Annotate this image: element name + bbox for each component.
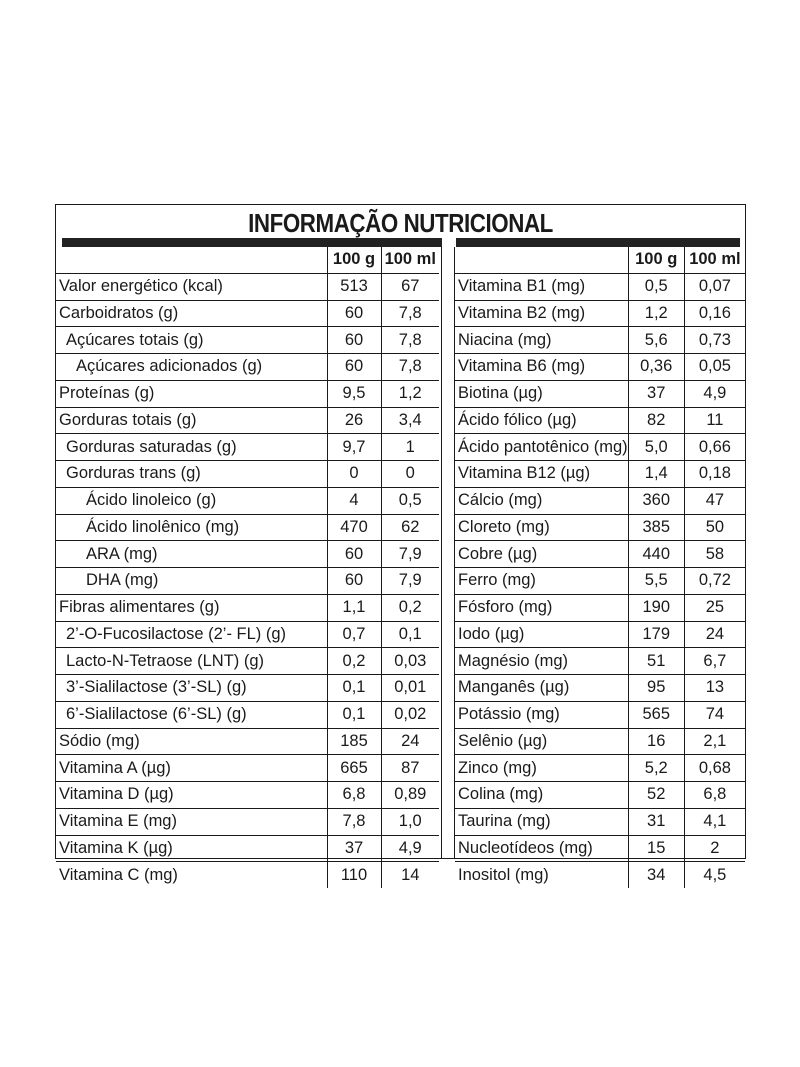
nutrient-name: Iodo (µg)	[455, 621, 628, 648]
table-row	[56, 380, 439, 407]
table-row	[455, 594, 745, 621]
value-100ml: 47	[684, 487, 745, 514]
table-row	[56, 594, 439, 621]
nutrient-name: Nucleotídeos (mg)	[455, 835, 628, 862]
nutrient-name: Vitamina B12 (µg)	[455, 461, 628, 488]
table-row	[56, 407, 439, 434]
value-100g: 6,8	[327, 782, 381, 809]
table-row	[455, 434, 745, 461]
title-rule-left	[62, 238, 442, 247]
nutrient-name: Vitamina C (mg)	[56, 862, 327, 888]
nutrient-name: Vitamina E (mg)	[56, 808, 327, 835]
value-100g: 15	[628, 835, 684, 862]
value-100ml: 0,68	[684, 755, 745, 782]
nutrient-name: 2’-O-Fucosilactose (2’- FL) (g)	[56, 621, 327, 648]
table-row	[56, 514, 439, 541]
table-row	[56, 862, 439, 888]
table-row	[455, 835, 745, 862]
table-header-row	[455, 247, 745, 273]
value-100g: 9,5	[327, 380, 381, 407]
value-100g: 60	[327, 300, 381, 327]
value-100g: 0,2	[327, 648, 381, 675]
value-100ml: 0,03	[381, 648, 439, 675]
table-row	[455, 461, 745, 488]
table-row	[56, 728, 439, 755]
panel-title: INFORMAÇÃO NUTRICIONAL	[248, 208, 553, 238]
value-100ml: 67	[381, 273, 439, 300]
value-100ml: 25	[684, 594, 745, 621]
value-100ml: 0,1	[381, 621, 439, 648]
value-100ml: 74	[684, 701, 745, 728]
table-row	[455, 380, 745, 407]
value-100g: 34	[628, 862, 684, 888]
nutrient-name: Valor energético (kcal)	[56, 273, 327, 300]
nutrient-name: Cálcio (mg)	[455, 487, 628, 514]
value-100g: 5,2	[628, 755, 684, 782]
nutrient-name: Ácido linolênico (mg)	[56, 514, 327, 541]
nutrient-name: Inositol (mg)	[455, 862, 628, 888]
value-100ml: 0,18	[684, 461, 745, 488]
nutrient-name: Ácido pantotênico (mg)	[455, 434, 628, 461]
nutrient-name: 3’-Sialilactose (3’-SL) (g)	[56, 675, 327, 702]
table-row	[455, 755, 745, 782]
value-100ml: 0,5	[381, 487, 439, 514]
table-row	[56, 461, 439, 488]
value-100ml: 0,05	[684, 354, 745, 381]
value-100ml: 4,9	[381, 835, 439, 862]
table-row	[56, 782, 439, 809]
table-row	[455, 862, 745, 888]
table-row	[455, 701, 745, 728]
nutrient-name: Vitamina D (µg)	[56, 782, 327, 809]
value-100g: 82	[628, 407, 684, 434]
table-row	[455, 354, 745, 381]
value-100g: 0,1	[327, 675, 381, 702]
value-100ml: 11	[684, 407, 745, 434]
nutrient-name: Sódio (mg)	[56, 728, 327, 755]
nutrient-name: Manganês (µg)	[455, 675, 628, 702]
table-row	[56, 808, 439, 835]
table-row	[455, 568, 745, 595]
table-row	[56, 568, 439, 595]
table-row	[56, 675, 439, 702]
nutrient-name: 6’-Sialilactose (6’-SL) (g)	[56, 701, 327, 728]
value-100g: 179	[628, 621, 684, 648]
value-100g: 185	[327, 728, 381, 755]
nutrient-name: Proteínas (g)	[56, 380, 327, 407]
value-100ml: 0,72	[684, 568, 745, 595]
nutrient-name: Zinco (mg)	[455, 755, 628, 782]
table-row	[455, 782, 745, 809]
value-100ml: 24	[684, 621, 745, 648]
value-100ml: 7,9	[381, 568, 439, 595]
value-100g: 470	[327, 514, 381, 541]
nutrient-name: Ferro (mg)	[455, 568, 628, 595]
value-100ml: 0	[381, 461, 439, 488]
nutrient-name: Fibras alimentares (g)	[56, 594, 327, 621]
nutrient-name: DHA (mg)	[56, 568, 327, 595]
value-100ml: 58	[684, 541, 745, 568]
value-100ml: 7,9	[381, 541, 439, 568]
value-100ml: 2	[684, 835, 745, 862]
table-row	[56, 648, 439, 675]
header-100g: 100 g	[327, 247, 381, 273]
table-row	[56, 755, 439, 782]
header-blank	[455, 247, 628, 273]
value-100g: 565	[628, 701, 684, 728]
table-row	[455, 327, 745, 354]
table-row	[56, 273, 439, 300]
nutrient-name: ARA (mg)	[56, 541, 327, 568]
value-100ml: 50	[684, 514, 745, 541]
nutrition-table-left	[56, 247, 439, 888]
value-100g: 385	[628, 514, 684, 541]
nutrient-name: Lacto-N-Tetraose (LNT) (g)	[56, 648, 327, 675]
value-100g: 1,1	[327, 594, 381, 621]
value-100g: 4	[327, 487, 381, 514]
value-100ml: 7,8	[381, 327, 439, 354]
value-100ml: 0,66	[684, 434, 745, 461]
value-100ml: 1,2	[381, 380, 439, 407]
table-row	[56, 835, 439, 862]
value-100g: 0,7	[327, 621, 381, 648]
nutrient-name: Fósforo (mg)	[455, 594, 628, 621]
value-100ml: 13	[684, 675, 745, 702]
value-100ml: 1,0	[381, 808, 439, 835]
value-100ml: 0,16	[684, 300, 745, 327]
value-100g: 5,6	[628, 327, 684, 354]
value-100ml: 7,8	[381, 354, 439, 381]
table-header-row	[56, 247, 439, 273]
nutrient-name: Magnésio (mg)	[455, 648, 628, 675]
header-100ml: 100 ml	[381, 247, 439, 273]
nutrition-table-right	[455, 247, 745, 888]
table-row	[56, 327, 439, 354]
value-100g: 0,36	[628, 354, 684, 381]
table-row	[455, 675, 745, 702]
table-row	[56, 434, 439, 461]
nutrient-name: Vitamina A (µg)	[56, 755, 327, 782]
table-row	[56, 300, 439, 327]
value-100ml: 0,89	[381, 782, 439, 809]
table-row	[455, 514, 745, 541]
title-rule-right	[456, 238, 740, 247]
nutrient-name: Cloreto (mg)	[455, 514, 628, 541]
table-row	[455, 808, 745, 835]
table-row	[56, 701, 439, 728]
table-row	[56, 541, 439, 568]
value-100g: 60	[327, 541, 381, 568]
value-100g: 5,5	[628, 568, 684, 595]
table-row	[56, 487, 439, 514]
value-100g: 190	[628, 594, 684, 621]
value-100g: 60	[327, 568, 381, 595]
value-100g: 16	[628, 728, 684, 755]
table-row	[455, 487, 745, 514]
value-100g: 0,5	[628, 273, 684, 300]
value-100g: 37	[628, 380, 684, 407]
value-100ml: 1	[381, 434, 439, 461]
table-row	[455, 621, 745, 648]
nutrition-facts-panel	[55, 204, 746, 884]
value-100ml: 24	[381, 728, 439, 755]
value-100g: 7,8	[327, 808, 381, 835]
nutrient-name: Biotina (µg)	[455, 380, 628, 407]
column-divider	[441, 247, 455, 858]
nutrient-name: Vitamina B1 (mg)	[455, 273, 628, 300]
table-row	[56, 621, 439, 648]
table-row	[56, 354, 439, 381]
nutrient-name: Ácido fólico (µg)	[455, 407, 628, 434]
value-100ml: 6,7	[684, 648, 745, 675]
nutrient-name: Niacina (mg)	[455, 327, 628, 354]
value-100g: 60	[327, 354, 381, 381]
value-100ml: 87	[381, 755, 439, 782]
value-100ml: 3,4	[381, 407, 439, 434]
nutrient-name: Ácido linoleico (g)	[56, 487, 327, 514]
table-row	[455, 273, 745, 300]
value-100g: 110	[327, 862, 381, 888]
value-100g: 513	[327, 273, 381, 300]
header-blank	[56, 247, 327, 273]
value-100g: 440	[628, 541, 684, 568]
value-100ml: 62	[381, 514, 439, 541]
table-row	[455, 300, 745, 327]
value-100ml: 4,1	[684, 808, 745, 835]
value-100g: 360	[628, 487, 684, 514]
value-100ml: 4,5	[684, 862, 745, 888]
value-100g: 665	[327, 755, 381, 782]
value-100ml: 7,8	[381, 300, 439, 327]
value-100ml: 4,9	[684, 380, 745, 407]
nutrient-name: Vitamina B2 (mg)	[455, 300, 628, 327]
value-100ml: 14	[381, 862, 439, 888]
nutrient-name: Gorduras saturadas (g)	[56, 434, 327, 461]
value-100ml: 6,8	[684, 782, 745, 809]
value-100ml: 0,07	[684, 273, 745, 300]
nutrient-name: Gorduras totais (g)	[56, 407, 327, 434]
value-100g: 1,2	[628, 300, 684, 327]
nutrient-name: Vitamina B6 (mg)	[455, 354, 628, 381]
value-100ml: 0,2	[381, 594, 439, 621]
table-row	[455, 541, 745, 568]
nutrient-name: Gorduras trans (g)	[56, 461, 327, 488]
value-100g: 31	[628, 808, 684, 835]
value-100g: 0,1	[327, 701, 381, 728]
nutrient-name: Taurina (mg)	[455, 808, 628, 835]
nutrient-name: Açúcares adicionados (g)	[56, 354, 327, 381]
nutrient-name: Colina (mg)	[455, 782, 628, 809]
value-100g: 60	[327, 327, 381, 354]
nutrient-name: Cobre (µg)	[455, 541, 628, 568]
value-100ml: 0,01	[381, 675, 439, 702]
table-row	[455, 648, 745, 675]
value-100g: 51	[628, 648, 684, 675]
table-row	[455, 728, 745, 755]
value-100g: 52	[628, 782, 684, 809]
nutrient-name: Vitamina K (µg)	[56, 835, 327, 862]
value-100ml: 0,73	[684, 327, 745, 354]
header-100g: 100 g	[628, 247, 684, 273]
value-100g: 1,4	[628, 461, 684, 488]
value-100g: 0	[327, 461, 381, 488]
nutrient-name: Açúcares totais (g)	[56, 327, 327, 354]
nutrient-name: Potássio (mg)	[455, 701, 628, 728]
table-row	[455, 407, 745, 434]
value-100g: 9,7	[327, 434, 381, 461]
value-100ml: 2,1	[684, 728, 745, 755]
header-100ml: 100 ml	[684, 247, 745, 273]
value-100g: 37	[327, 835, 381, 862]
value-100g: 95	[628, 675, 684, 702]
value-100g: 5,0	[628, 434, 684, 461]
nutrient-name: Selênio (µg)	[455, 728, 628, 755]
nutrient-name: Carboidratos (g)	[56, 300, 327, 327]
value-100ml: 0,02	[381, 701, 439, 728]
value-100g: 26	[327, 407, 381, 434]
